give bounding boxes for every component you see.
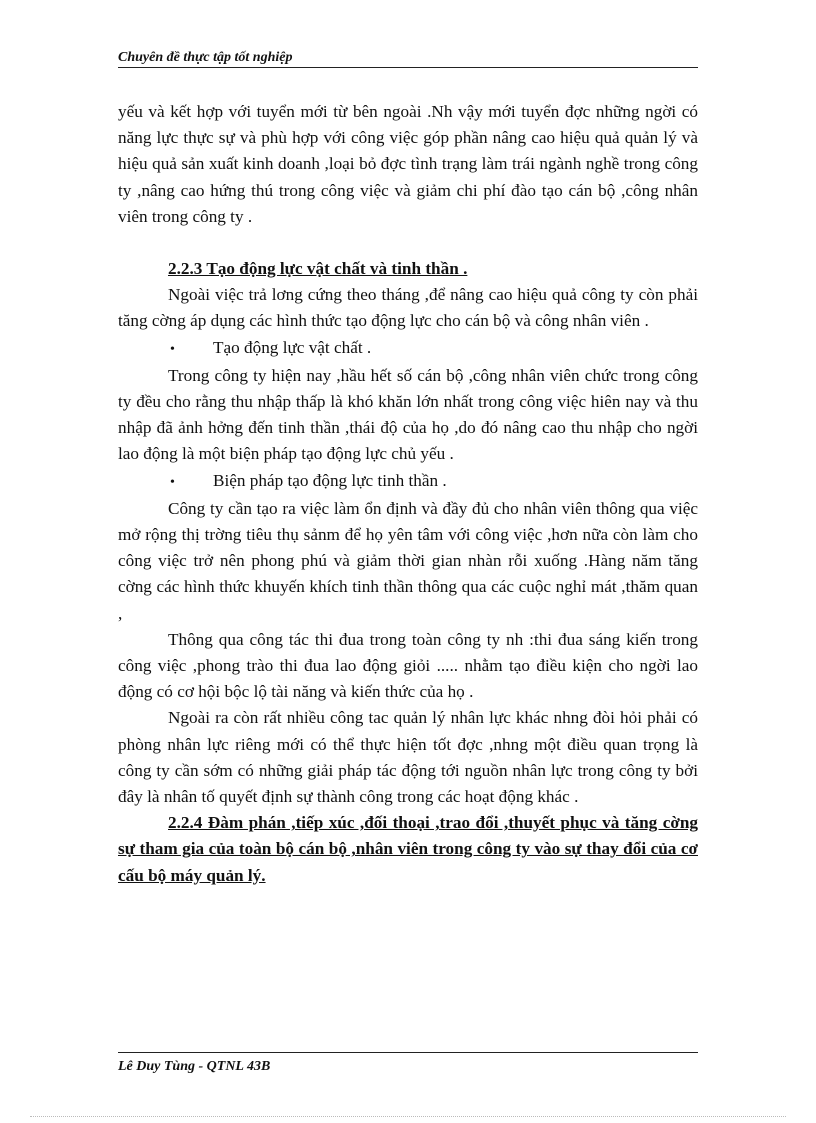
footer-author: Lê Duy Tùng - QTNL 43B	[118, 1059, 271, 1074]
bullet-item-spiritual	[118, 468, 698, 496]
paragraph-income: Trong công ty hiện nay ,hầu hết số cán bộ ,công nhân viên chức trong công ty đều cho rằng thu nhập thấp là khó khăn lớn nhất trong công việc hiên nay và thu nhập đã ảnh hởng đến tinh thần ,thái độ của họ ,do đó nâng cao thu nhập cho ngời lao động là một biện pháp tạo động lực chủ yếu .	[118, 365, 698, 464]
paragraph-recruitment: yếu và kết hợp với tuyển mới từ bên ngoài .Nh vậy mới tuyển đợc những ngời có năng lực thực sự và phù hợp với công việc góp phần nâng cao hiệu quả quản lý và hiệu quả sản xuất kinh doanh ,loại bỏ đợc tình trạng làm trái ngành nghề trong công ty ,nâng cao hứng thú trong công việc và giảm chi phí đào tạo cán bộ ,công nhân viên trong công ty .	[118, 102, 698, 226]
section-heading-2-2-3: 2.2.3 Tạo động lực vật chất và tinh thần .	[168, 259, 468, 279]
page-edge-divider	[30, 1116, 786, 1117]
bullet-label: Tạo động lực vật chất .	[213, 337, 372, 357]
paragraph-salary: Ngoài việc trả lơng cứng theo tháng ,để nâng cao hiệu quả công ty còn phải tăng cờng áp dụng các hình thức tạo động lực cho cán bộ và công nhân viên .	[118, 285, 698, 331]
page-header	[118, 50, 698, 68]
bullet-icon: •	[170, 341, 175, 357]
section-heading-2-2-4: 2.2.4 Đàm phán ,tiếp xúc ,đối thoại ,trao đổi ,thuyết phục và tăng cờng sự tham gia của toàn bộ cán bộ ,nhân viên trong công ty vào sự thay đổi của cơ cấu bộ máy quản lý.	[118, 813, 698, 885]
header-title: Chuyên đề thực tập tốt nghiệp	[118, 50, 293, 65]
document-body	[118, 99, 698, 889]
paragraph-stable-work: Công ty cần tạo ra việc làm ổn định và đầy đủ cho nhân viên thông qua việc mở rộng thị trờng tiêu thụ sảnm để họ yên tâm với công việc ,hơn nữa còn làm cho công việc trở nên phong phú và giảm thời gian nhàn rỗi xuống .Hàng năm tăng cờng các hình thức khuyến khích tinh thần thông qua các cuộc nghỉ mát ,thăm quan ,	[118, 498, 698, 623]
page-footer	[118, 1052, 698, 1075]
paragraph-hr-management: Ngoài ra còn rất nhiều công tac quản lý nhân lực khác nhng đòi hỏi phải có phòng nhân lực riêng mới có thể thực hiện tốt đợc ,nhng một điều quan trọng là công ty cần sớm có những giải pháp tác động tới nguồn nhân lực trong công ty bởi đây là nhân tố quyết định sự thành công trong các hoạt động khác .	[118, 708, 698, 807]
bullet-item-material	[118, 335, 698, 363]
spacer	[118, 230, 698, 256]
bullet-label: Biện pháp tạo động lực tinh thần .	[213, 470, 447, 490]
bullet-icon: •	[170, 474, 175, 490]
paragraph-competition: Thông qua công tác thi đua trong toàn công ty nh :thi đua sáng kiến trong công việc ,phong trào thi đua lao động giỏi ..... nhằm tạo điều kiện cho ngời lao động có cơ hội bộc lộ tài năng và kiến thức của họ .	[118, 629, 698, 702]
